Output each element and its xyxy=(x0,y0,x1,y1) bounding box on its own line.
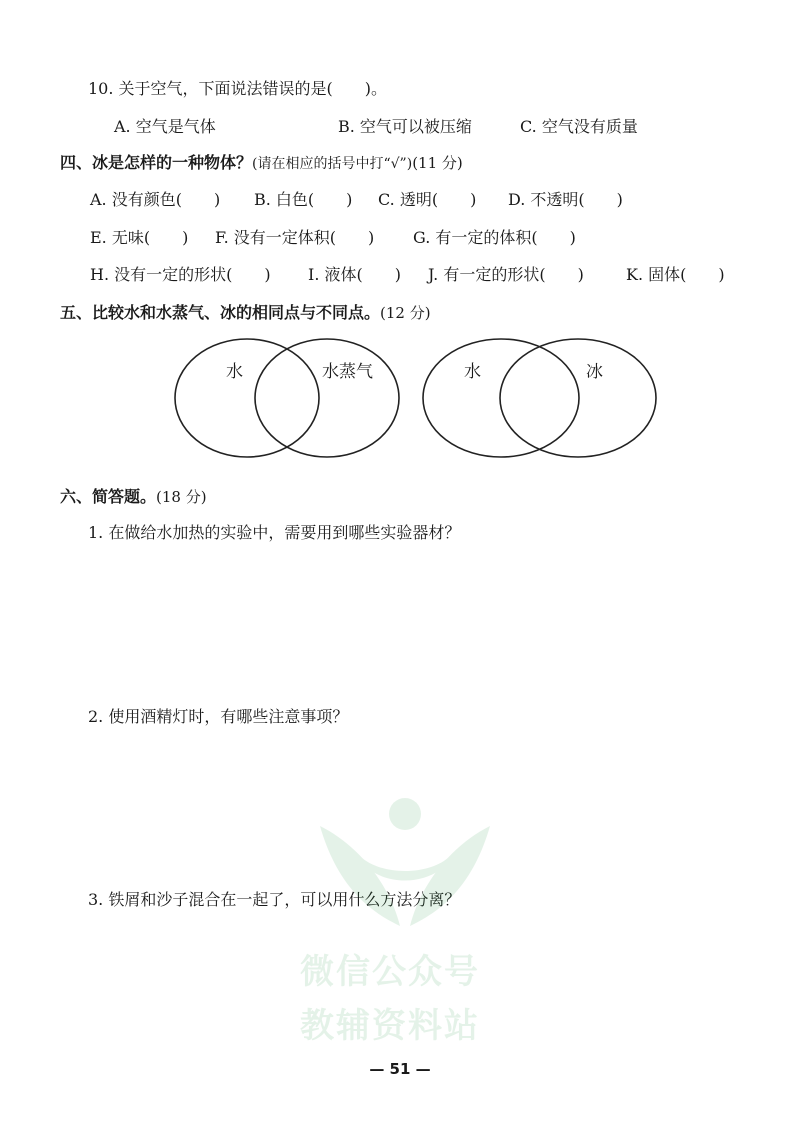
section6-heading xyxy=(60,484,207,507)
section4-heading xyxy=(60,150,463,173)
s4-option-f: F. 没有一定体积( ) xyxy=(215,228,375,247)
section4-note: (请在相应的括号中打“√”) xyxy=(252,156,413,172)
s4-option-c: C. 透明( ) xyxy=(378,190,477,209)
venn-water-steam xyxy=(175,339,399,457)
venn1-label-right: 水蒸气 xyxy=(322,362,373,382)
s4-option-g: G. 有一定的体积( ) xyxy=(413,228,576,247)
watermark-line2: 教辅资料站 xyxy=(300,1006,480,1046)
venn2-circle-right xyxy=(500,339,656,457)
s4-option-i: I. 液体( ) xyxy=(308,265,401,284)
s6-question-1: 1. 在做给水加热的实验中，需要用到哪些实验器材？ xyxy=(88,523,461,542)
venn2-label-left: 水 xyxy=(464,362,481,382)
s4-option-b: B. 白色( ) xyxy=(254,190,353,209)
section6-title: 六、简答题。 xyxy=(60,487,157,506)
s6-question-3: 3. 铁屑和沙子混合在一起了，可以用什么方法分离？ xyxy=(88,890,461,909)
venn1-label-left: 水 xyxy=(226,362,243,382)
section5-score: (12 分) xyxy=(380,304,431,322)
watermark xyxy=(300,786,510,1066)
s4-option-j: J. 有一定的形状( ) xyxy=(428,265,584,284)
s4-option-h: H. 没有一定的形状( ) xyxy=(90,265,271,284)
section6-score: (18 分) xyxy=(156,488,207,506)
section5-title: 五、比较水和水蒸气、冰的相同点与不同点。 xyxy=(60,303,381,322)
watermark-line1: 微信公众号 xyxy=(300,952,480,992)
venn1-circle-left xyxy=(175,339,319,457)
q10-option-a: A. 空气是气体 xyxy=(114,117,216,136)
venn-diagrams xyxy=(168,340,603,466)
watermark-logo-icon xyxy=(300,786,510,936)
page-number: — 51 — xyxy=(369,1060,431,1078)
section4-score: (11 分) xyxy=(412,154,463,172)
s4-option-d: D. 不透明( ) xyxy=(508,190,623,209)
q10-option-c: C. 空气没有质量 xyxy=(520,117,638,136)
venn-water-ice xyxy=(423,339,656,457)
q10-stem: 10. 关于空气，下面说法错误的是( )。 xyxy=(88,79,388,98)
section4-title: 四、冰是怎样的一种物体？ xyxy=(60,153,253,172)
venn2-circle-left xyxy=(423,339,579,457)
s4-option-a: A. 没有颜色( ) xyxy=(90,190,221,209)
venn2-label-right: 冰 xyxy=(586,362,603,382)
s4-option-e: E. 无味( ) xyxy=(90,228,189,247)
s6-question-2: 2. 使用酒精灯时，有哪些注意事项？ xyxy=(88,707,349,726)
s4-option-k: K. 固体( ) xyxy=(626,265,725,284)
q10-option-b: B. 空气可以被压缩 xyxy=(338,117,472,136)
venn1-circle-right xyxy=(255,339,399,457)
section5-heading xyxy=(60,300,431,323)
